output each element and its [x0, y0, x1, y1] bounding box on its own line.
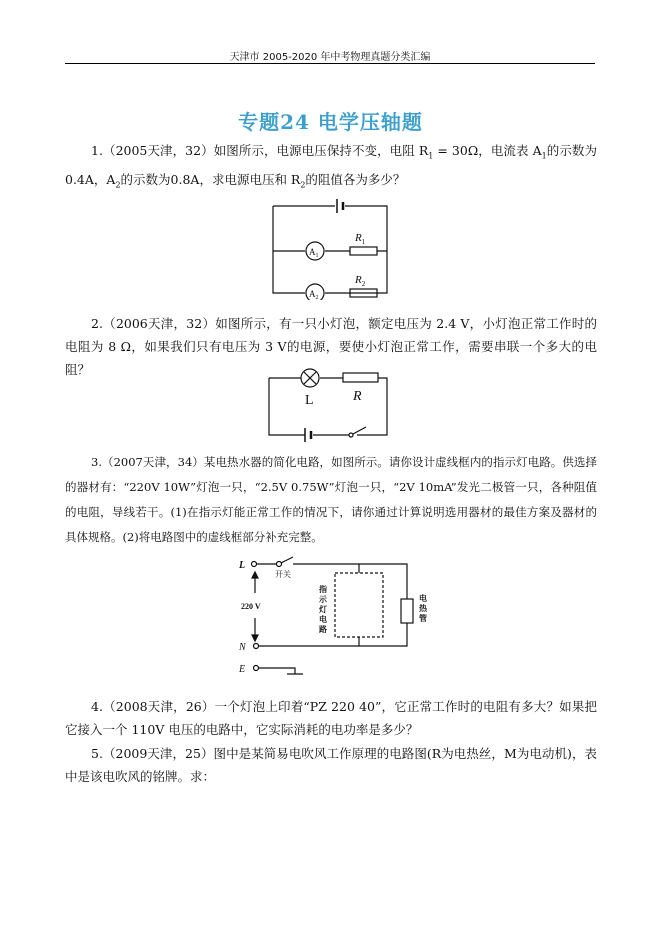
page-header: 天津市 2005-2020 年中考物理真题分类汇编: [229, 52, 431, 63]
question-1: [65, 139, 597, 196]
sub: 1: [428, 151, 434, 161]
a1-label: $A_1$: [309, 247, 319, 259]
header-rule: [65, 63, 595, 64]
svg-text:热: 热: [419, 604, 427, 613]
svg-text:示: 示: [319, 595, 327, 604]
svg-text:电: 电: [419, 594, 427, 603]
svg-text:管: 管: [419, 614, 427, 623]
heater-label: [419, 593, 428, 623]
voltage-label: 220 V: [241, 602, 261, 611]
circuit-diagram-1: [265, 196, 395, 300]
question-5: 5.（2009天津，25）图中是某简易电吹风工作原理的电路图(R为电热丝，M为电动机)，表中是该电吹风的铭牌。求：: [65, 746, 597, 784]
q1-text: 的阻值各为多少？: [305, 171, 406, 187]
question-3: 3.（2007天津，34）某电热水器的简化电路，如图所示。请你设计虚线框内的指示灯电路。供选择的器材有：“220V 10W”灯泡一只，“2.5V 0.75W”灯泡一只，“2V 10mA”发光二极管一只，各种阻值的电阻，导线若干。(1)在指示灯能正常工作的情况下，请你通过计算说明选用器材的最佳方案及器材的具体规格。(2)将电路图中的虚线框部分补充完整。: [65, 455, 597, 544]
a2-label: $A_2$: [309, 289, 319, 300]
svg-text:指: 指: [319, 585, 327, 594]
sub: 1: [541, 151, 547, 161]
terminal-l: L: [239, 560, 246, 571]
indicator-label: [318, 584, 328, 634]
circuit-diagram-3: [225, 553, 435, 675]
question-2: 2.（2006天津，32）如图所示，有一只小灯泡，额定电压为 2.4 V，小灯泡正常工作时的电阻为 8 Ω，如果我们只有电压为 3 V的电源，要使小灯泡正常工作，需要串联一个多大的电阻？: [65, 316, 597, 377]
q1-text: 1.（2005天津，32）如图所示，电源电压保持不变，电阻 R: [91, 143, 429, 158]
svg-text:路: 路: [319, 625, 327, 634]
sub: 2: [115, 180, 121, 189]
switch-label: 开关: [275, 570, 291, 579]
sub: 2: [300, 180, 306, 189]
lamp-label: L: [305, 393, 314, 408]
r2-label: $R_2$: [355, 274, 366, 288]
r1-label: $R_1$: [355, 232, 366, 246]
question-4: 4.（2008天津，26）一个灯泡上印着“PZ 220 40”，它正常工作时的电阻有多大？如果把它接入一个 110V 电压的电路中，它实际消耗的电功率是多少？: [65, 699, 597, 737]
terminal-e: E: [239, 664, 246, 675]
q1-text: = 30Ω，电流表 A: [433, 143, 542, 158]
resistor-label: R: [353, 389, 362, 404]
circuit-diagram-2: [265, 364, 390, 442]
q1-text: 的示数为0.8A，求电源电压和 R: [120, 171, 301, 187]
q1-text: 的示数为0.4A，A: [65, 143, 597, 187]
terminal-n: N: [239, 642, 246, 653]
svg-text:灯: 灯: [319, 605, 327, 614]
page-title: 专题24 电学压轴题: [238, 110, 423, 134]
svg-text:电: 电: [319, 615, 327, 624]
